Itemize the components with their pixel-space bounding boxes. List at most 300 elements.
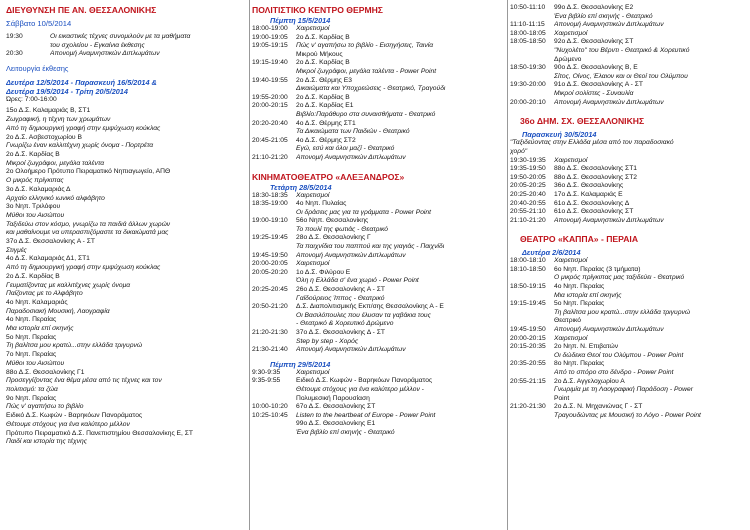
section-title-36th-school: 36ο ΔΗΜ. ΣΧ. ΘΕΣΣΑΛΟΝΙΚΗΣ — [520, 116, 645, 127]
schedule-text: 2ο Δ.Σ. Αγγελοχωρίου Α — [554, 377, 625, 385]
schedule-time — [252, 386, 296, 395]
schedule-text: Χαιρετισμοί — [554, 156, 588, 164]
schedule-text: 5ο Νηπ. Περαίας — [554, 300, 605, 308]
schedule-time: 20:00-20:10 — [510, 98, 546, 106]
schedule-text: 99ο Δ.Σ. Θεσσαλονίκης Ε2 — [554, 4, 634, 11]
schedule-row — [510, 208, 748, 217]
schedule-row — [510, 73, 748, 82]
schedule-row — [510, 81, 748, 90]
schedule-row — [252, 329, 504, 338]
schedule-row — [510, 56, 748, 65]
schedule-text: Μικροί ζωγράφοι, μεγάλα ταλέντα - Power Point — [296, 67, 437, 75]
schedule-text: Πώς ν' αγαπήσω το βιβλίο - Εισηγήσεις, Ταινία — [296, 42, 434, 50]
school-name: 9ο Νηπ. Περαίας — [6, 394, 57, 402]
subtitle-36th-school-2: χορό" — [510, 147, 528, 155]
schedule-time: 20:30 — [6, 50, 23, 58]
schedule-time: 9:30-9:35 — [252, 368, 281, 376]
schedule-row — [510, 257, 748, 266]
schedule-row — [510, 217, 748, 226]
section-title-alexandros: ΚΙΝΗΜΑΤΟΘΕΑΤΡΟ «ΑΛΕΞΑΝΔΡΟΣ» — [252, 171, 405, 182]
schedule-text: 88ο Δ.Σ. Θεσσαλονίκης ΣΤ2 — [554, 173, 637, 181]
schedule-time — [252, 128, 296, 137]
schedule-row — [6, 42, 246, 51]
schedule-text: Χαιρετισμοί — [554, 257, 588, 265]
schedule-text: Μικροί σολίστες - Συναυλία — [554, 89, 634, 97]
schedule-row — [252, 209, 504, 218]
schedule-text: 37ο Δ.Σ. Θεσσαλονίκης Δ - ΣΤ — [296, 329, 385, 336]
project-title: Γνωρίζω έναν καλλιτέχνη χωρίς όνομα - Πορτρέτα — [6, 142, 154, 150]
schedule-row — [6, 50, 246, 59]
schedule-text: 90ο Δ.Σ. Θεσσαλονίκης Β, Ε — [554, 64, 638, 72]
schedule-time — [252, 226, 296, 235]
schedule-text: Απονομή Αναμνηστικών Διπλωμάτων — [554, 21, 664, 29]
schedule-row — [510, 386, 748, 395]
schedule-text: Οι δράσεις μας για τα γράμματα - Power Point — [296, 208, 431, 216]
schedule-row — [510, 64, 748, 73]
project-title: Ο μικρός πρίγκιπας — [6, 177, 64, 185]
project-title: Παιδί και ιστορία της τέχνης — [6, 438, 87, 446]
exhibition-hours: Ώρες: 7:00-16:00 — [6, 95, 57, 103]
subtitle-36th-school-1: "Ταξιδεύοντας στην Ελλάδα μέσα από τον παραδοσιακό — [510, 139, 674, 147]
schedule-text: Γαϊδούρειος Ίππος - Θεατρικό — [296, 294, 385, 302]
schedule-time — [252, 295, 296, 304]
schedule-time — [510, 395, 554, 404]
schedule-row — [510, 21, 748, 30]
schedule-row — [252, 395, 504, 404]
schedule-time: 18:50-19:15 — [510, 283, 546, 291]
schedule-row — [510, 90, 748, 99]
schedule-row — [510, 4, 748, 13]
kappa-theatre-events — [510, 257, 748, 420]
schedule-row — [252, 68, 504, 77]
schedule-time — [510, 412, 554, 421]
column-left — [6, 0, 246, 530]
schedule-row — [510, 200, 748, 209]
section-title-kappa-theatre: ΘΕΑΤΡΟ «ΚΑΠΠΑ» - ΠΕΡΑΙΑ — [520, 234, 639, 245]
schedule-time: 20:55-21:10 — [510, 208, 546, 216]
schedule-row — [252, 234, 504, 243]
schedule-text: Τραγουδώντας με Μουσική το Λόγο - Power Point — [554, 411, 701, 419]
school-name: 2ο Δ.Σ. Καρδίας Β — [6, 272, 60, 280]
schedule-text: Τα παιχνίδια του παππού και της γιαγιάς - Παιχνίδι — [296, 243, 445, 251]
schedule-row — [252, 377, 504, 386]
thermi-events — [252, 25, 504, 163]
schedule-time: 19:50-20:05 — [510, 173, 546, 181]
exhibition-dates-1: Δευτέρα 12/5/2014 - Παρασκευή 16/5/2014 & — [6, 77, 157, 87]
school-name: 2ο Δ.Σ. Ασβεστοχωρίου Β — [6, 133, 82, 141]
schedule-time: 18:00-19:00 — [252, 25, 288, 32]
project-title: Πώς ν' αγαπήσω το βιβλίο — [6, 403, 84, 411]
project-title: Μύθοι του Αισώπου — [6, 211, 65, 219]
schedule-row — [510, 360, 748, 369]
project-title: Παίζοντας με το Αλφάβητο — [6, 290, 83, 298]
schedule-time: 18:10-18:50 — [510, 265, 546, 273]
schedule-time: 19:15-19:40 — [252, 59, 288, 67]
project-title: Από τη δημιουργική γραφή στην εμψύχωση κούκλας — [6, 124, 161, 132]
schedule-text: 2ο Δ.Σ. Θέρμης Ε3 — [296, 76, 352, 84]
schedule-time: 20:35-20:55 — [510, 360, 546, 368]
schedule-row — [252, 120, 504, 129]
schedule-time: 18:35-19:00 — [252, 200, 288, 208]
schedule-text: Ο μικρός πρίγκιπας μας ταξιδεύει - Θεατρικό — [554, 274, 685, 282]
schedule-text: Απονομή Αναμνηστικών Διπλωμάτων — [296, 251, 406, 259]
alexandros-events-1 — [252, 192, 504, 355]
schedule-time — [510, 73, 554, 82]
project-title: Θέτουμε στόχους για ένα καλύτερο μέλλον — [6, 420, 130, 428]
schedule-text: - Θεατρικό & Χορευτικό Δρώμενο — [296, 320, 394, 328]
schedule-time: 20:25-20:45 — [252, 286, 288, 294]
schedule-time — [510, 13, 554, 22]
schedule-row — [510, 369, 748, 378]
schedule-row — [252, 34, 504, 43]
school-name: Πρότυπο Πειραματικό Δ.Σ. Πανεπιστημίου Θεσσαλονίκης Ε, ΣΤ — [6, 429, 193, 437]
schedule-text: 4ο Νηπ. Πυλαίας — [296, 200, 347, 208]
schedule-row — [252, 386, 504, 395]
exhibition-title: Λειτουργία έκθεσης — [6, 63, 69, 73]
schedule-time — [252, 243, 296, 252]
exhibition-list — [6, 107, 246, 446]
date-36th-school: Παρασκευή 30/5/2014 — [522, 130, 597, 140]
schedule-text: Απονομή Αναμνηστικών Διπλωμάτων — [296, 346, 406, 354]
schedule-text: 61ο Δ.Σ. Θεσσαλονίκης Δ — [554, 199, 630, 207]
schedule-time: 19:55-20:00 — [252, 93, 288, 101]
schedule-text: Point — [554, 394, 570, 402]
schedule-row — [252, 295, 504, 304]
exhibition-dates-2: Δευτέρα 19/5/2014 - Τρίτη 20/5/2014 — [6, 86, 128, 96]
schedule-time — [510, 292, 554, 301]
project-title: πολιτισμό: τα ζώα — [6, 385, 58, 393]
schedule-text: Χαιρετισμοί — [296, 25, 330, 32]
schedule-time: 19:30 — [6, 33, 23, 40]
schedule-time — [252, 429, 296, 438]
project-title: Στιγμές — [6, 246, 27, 254]
schedule-text: Οι δώδεκα Θεοί του Ολύμπου - Power Point — [554, 351, 684, 359]
schedule-time: 19:15-19:45 — [510, 300, 546, 308]
project-title: Ταξιδεύω στον κόσμο, γνωρίζω τα παιδιά άλλων χωρών — [6, 220, 171, 228]
schedule-row — [510, 335, 748, 344]
schedule-row — [510, 412, 748, 421]
schedule-text: 26ο Δ.Σ. Θεσσαλονίκης Α - ΣΤ — [296, 286, 385, 294]
school-name: 5ο Νηπ. Περαίας — [6, 333, 57, 341]
school-name: 3ο Δ.Σ. Καλαμαριάς Δ — [6, 185, 71, 193]
school-name: 88ο Δ.Σ. Θεσσαλονίκης Γ1 — [6, 368, 85, 376]
schedule-text: 17ο Δ.Σ. Καλαμαριάς Ε — [554, 190, 623, 198]
schedule-text: Όλη η Ελλάδα σ' ένα χωριό - Power Point — [296, 277, 419, 285]
schedule-time: 19:40-19:55 — [252, 76, 288, 84]
schedule-text: Μια ιστορία επί σκηνής — [554, 291, 622, 299]
schedule-row — [252, 59, 504, 68]
schedule-time: 19:35-19:50 — [510, 165, 546, 173]
schedule-time — [510, 56, 554, 65]
schedule-text: Χαιρετισμοί — [554, 334, 588, 342]
schedule-time: 10:25-10:45 — [252, 411, 288, 419]
schedule-text: Ένα βιβλίο επί σκηνής - Θεατρικό — [554, 12, 653, 20]
schedule-row — [252, 369, 504, 378]
schedule-time: 20:00-20:05 — [252, 260, 288, 268]
schedule-time — [252, 51, 296, 60]
schedule-row — [252, 145, 504, 154]
school-name: 2ο Δ.Σ. Καρδίας Β — [6, 151, 60, 158]
schedule-time — [510, 369, 554, 378]
schedule-time: 18:05-18:50 — [510, 38, 546, 46]
schedule-row — [252, 312, 504, 321]
schedule-time — [252, 111, 296, 120]
schedule-time: 19:45-19:50 — [510, 326, 546, 334]
schedule-time: 18:00-18:05 — [510, 29, 546, 37]
schedule-text: 4ο Δ.Σ. Θέρμης ΣΤ2 — [296, 136, 356, 144]
schedule-row — [252, 128, 504, 137]
schedule-time: 9:35-9:55 — [252, 377, 281, 385]
schedule-time: 19:45-19:50 — [252, 251, 288, 259]
school-name: 4ο Νηπ. Καλαμαριάς — [6, 298, 68, 306]
schedule-row — [252, 412, 504, 421]
project-title: Ζωγραφική, η τέχνη των χρωμάτων — [6, 116, 111, 124]
schedule-text: 6ο Νηπ. Περαίας (3 τμήματα) — [554, 265, 641, 273]
schedule-time — [252, 312, 296, 321]
schedule-text: Χαιρετισμοί — [554, 29, 588, 37]
schedule-text: 56ο Νηπ. Θεσσαλονίκης — [296, 217, 369, 225]
schedule-time: 20:05-20:25 — [510, 182, 546, 190]
project-title: Γευματίζοντας με καλλιτέχνες χωρίς όνομα — [6, 281, 131, 289]
schedule-row — [510, 395, 748, 404]
schedule-row — [252, 420, 504, 429]
schedule-time: 20:55-21:15 — [510, 377, 546, 385]
schedule-row — [252, 269, 504, 278]
schedule-time — [252, 209, 296, 218]
schedule-text: Απονομή Αναμνηστικών Διπλωμάτων — [554, 98, 664, 106]
project-title: Αρχαίο ελληνικό ιωνικό αλφάβητο — [6, 194, 105, 202]
column-right — [510, 0, 748, 530]
schedule-time — [510, 317, 554, 326]
schedule-time — [252, 68, 296, 77]
schedule-text: Από το σπόρο στο δένδρο - Power Point — [554, 369, 674, 376]
schedule-text: 67ο Δ.Σ. Θεσσαλονίκης ΣΤ — [296, 403, 376, 411]
schedule-text: 2ο Νηπ. Ν. Επιβατών — [554, 343, 619, 351]
schedule-row — [510, 309, 748, 318]
schedule-time: 20:40-20:55 — [510, 199, 546, 207]
column-divider — [507, 0, 508, 530]
project-title: Από τη δημιουργική γραφή στην εμψύχωση κούκλας — [6, 264, 161, 272]
schedule-time — [252, 145, 296, 154]
schedule-row — [252, 200, 504, 209]
schedule-text: 28ο Δ.Σ. Θεσσαλονίκης Γ — [296, 234, 371, 242]
schedule-text: Απονομή Αναμνηστικών Διπλωμάτων — [50, 50, 160, 58]
date-opening: Σάββατο 10/5/2014 — [6, 19, 72, 28]
schedule-time: 20:05-20:20 — [252, 268, 288, 276]
schedule-row — [252, 260, 504, 269]
schedule-text: 2ο Δ.Σ. Καρδίας Β — [296, 93, 350, 101]
schedule-row — [252, 429, 504, 438]
date-kappa-theatre: Δευτέρα 2/6/2014 — [522, 248, 581, 258]
schedule-time: 19:05-19:15 — [252, 42, 288, 50]
schedule-row — [510, 378, 748, 387]
36th-school-events — [510, 157, 748, 226]
schedule-row — [510, 300, 748, 309]
schedule-time — [6, 42, 50, 51]
schedule-text: 1ο Δ.Σ. Φιλύρου Ε — [296, 268, 351, 276]
schedule-row — [252, 217, 504, 226]
schedule-time: 20:20-20:40 — [252, 119, 288, 127]
schedule-row — [252, 346, 504, 355]
schedule-row — [510, 292, 748, 301]
schedule-text: Τα Δικαιώματα των Παιδιών - Θεατρικό — [296, 128, 410, 136]
column-divider — [249, 0, 250, 530]
schedule-text: 36ο Δ.Σ. Θεσσαλονίκης — [554, 182, 624, 190]
schedule-row — [510, 274, 748, 283]
project-title: Προσεγγίζοντας ένα θέμα μέσα από τις τέχνες και τον — [6, 377, 162, 385]
schedule-row — [252, 25, 504, 34]
schedule-time — [252, 320, 296, 329]
schedule-time — [510, 47, 554, 56]
schedule-time: 20:25-20:40 — [510, 190, 546, 198]
schedule-text: Οι εικαστικές τέχνες συνομιλούν με τα μαθήματα — [50, 33, 191, 40]
schedule-text: Τη βαλίτσα μου κρατώ...στην ελλάδα τριγυρνώ — [554, 308, 691, 316]
schedule-time: 21:20-21:30 — [252, 329, 288, 336]
schedule-row — [510, 266, 748, 275]
schedule-row — [510, 191, 748, 200]
schedule-row — [252, 403, 504, 412]
schedule-time: 20:45-21:05 — [252, 136, 288, 144]
date-alexandros-1: Τετάρτη 28/5/2014 — [270, 182, 332, 192]
school-name: 37ο Δ.Σ. Θεσσαλονίκης Α - ΣΤ — [6, 238, 95, 246]
schedule-row — [510, 30, 748, 39]
schedule-row — [510, 165, 748, 174]
schedule-time: 20:15-20:35 — [510, 343, 546, 351]
school-name: 7ο Νηπ. Περαίας — [6, 351, 57, 359]
alexandros-events-2 — [252, 369, 504, 438]
schedule-row — [510, 13, 748, 22]
schedule-text: 92ο Δ.Σ. Θεσσαλονίκης ΣΤ — [554, 38, 634, 46]
schedule-text: 4ο Δ.Σ. Θέρμης ΣΤ1 — [296, 119, 356, 127]
schedule-time: 20:00-20:15 — [510, 334, 546, 342]
schedule-time: 20:50-21:20 — [252, 303, 288, 311]
schedule-text: 61ο Δ.Σ. Θεσσαλονίκης ΣΤ — [554, 208, 634, 216]
schedule-time: 20:00-20:15 — [252, 102, 288, 110]
schedule-row — [252, 252, 504, 261]
schedule-row — [252, 277, 504, 286]
schedule-text: Δικαιώματα και Υποχρεώσεις - Θεατρικό, Τραγούδι — [296, 85, 446, 93]
schedule-row — [252, 303, 504, 312]
opening-events — [6, 33, 246, 59]
date-thermi: Πέμπτη 15/5/2014 — [270, 16, 331, 25]
schedule-time: 19:25-19:45 — [252, 234, 288, 242]
schedule-text: Ειδικό Δ.Σ. Κωφών - Βαρηκόων Πανοράματος — [296, 377, 433, 385]
date-alexandros-2: Πέμπτη 29/5/2014 — [270, 359, 331, 369]
schedule-row — [252, 77, 504, 86]
schedule-row — [252, 94, 504, 103]
schedule-time: 10:50-11:10 — [510, 4, 546, 11]
project-title: και μαθαίνουμε να υπερασπιζόμαστε τα δικαιώματά μας — [6, 229, 169, 237]
schedule-text: 91ο Δ.Σ. Θεσσαλονίκης Α - ΣΤ — [554, 81, 643, 89]
schedule-row — [510, 47, 748, 56]
schedule-text: Ένα βιβλίο επί σκηνής - Θεατρικό — [296, 428, 395, 436]
schedule-text: Εγώ, εσύ και όλοι μαζί - Θεατρικό — [296, 145, 395, 153]
project-title: Μύθοι του Αισώπου — [6, 359, 65, 367]
project-title: Μια ιστορία επί σκηνής — [6, 325, 74, 333]
schedule-time: 18:50-19:30 — [510, 64, 546, 72]
schedule-text: Δρώμενο — [554, 55, 582, 63]
schedule-time: 19:00-19:05 — [252, 33, 288, 41]
schedule-text: Οι Βασιλόπουλες που έλυσαν τα γαβάκια τους — [296, 311, 431, 319]
schedule-row — [6, 33, 246, 42]
schedule-time — [510, 274, 554, 283]
schedule-row — [510, 403, 748, 412]
schedule-time — [510, 352, 554, 361]
schedule-time — [252, 420, 296, 429]
schedule-text: Χαιρετισμοί — [296, 191, 330, 199]
schedule-time — [252, 395, 296, 404]
schedule-text: Θέτουμε στόχους για ένα καλύτερο μέλλον - — [296, 385, 424, 393]
schedule-time: 10:00-10:20 — [252, 403, 288, 411]
schedule-text: 2ο Δ.Σ. Καρδίας Β — [296, 33, 350, 41]
schedule-row — [252, 286, 504, 295]
schedule-text: Σίτος, Οίνος, Έλαιον και οι Θεοί του Ολύμπου — [554, 72, 688, 80]
schedule-row — [252, 111, 504, 120]
schedule-row — [252, 320, 504, 329]
schedule-time — [252, 338, 296, 347]
schedule-text: Πολυμεσική Παρουσίαση — [296, 394, 370, 402]
section-title-directorate: ΔΙΕΥΘΥΝΣΗ ΠΕ ΑΝ. ΘΕΣΣΑΛΟΝΙΚΗΣ — [6, 5, 157, 15]
schedule-text: 2ο Δ.Σ. Καρδίας Β — [296, 59, 350, 67]
schedule-row — [510, 317, 748, 326]
schedule-time: 19:00-19:10 — [252, 217, 288, 225]
schedule-time — [510, 309, 554, 318]
schedule-text: Βιβλίο:Παράθυρο στα συναισθήματα - Θεατρικό — [296, 110, 436, 118]
schedule-row — [252, 102, 504, 111]
schedule-row — [510, 99, 748, 108]
schedule-text: Χαιρετισμοί — [296, 368, 330, 376]
schedule-text: 2ο Δ.Σ. Ν. Μηχανιώνας Γ - ΣΤ — [554, 403, 643, 411]
column-middle — [252, 0, 504, 530]
schedule-text: του σχολείου - Εγκαίνια έκθεσης — [50, 41, 145, 49]
schedule-row — [510, 283, 748, 292]
schedule-time: 21:20-21:30 — [510, 403, 546, 411]
schedule-text: Απονομή Αναμνηστικών Διπλωμάτων — [554, 216, 664, 224]
schedule-row — [252, 243, 504, 252]
schedule-text: Μικρού Μήκους — [296, 50, 343, 58]
school-name: 15ο Δ.Σ. Καλαμαριάς Β, ΣΤ1 — [6, 107, 91, 115]
schedule-text: 4ο Νηπ. Περαίας — [554, 283, 605, 291]
schedule-time: 11:10-11:15 — [510, 21, 545, 29]
schedule-text: Γνωριμία με τη Λαογραφική Παράδοση - Power — [554, 386, 693, 394]
school-name: Ειδικό Δ.Σ. Κωφών - Βαρηκόων Πανοράματος — [6, 412, 143, 420]
section-title-thermi: ΠΟΛΙΤΙΣΤΙΚΟ ΚΕΝΤΡΟ ΘΕΡΜΗΣ — [252, 5, 383, 15]
schedule-time: 18:00-18:10 — [510, 257, 546, 265]
schedule-time — [510, 386, 554, 395]
schedule-row — [510, 352, 748, 361]
schedule-row — [252, 42, 504, 51]
schedule-time: 21:10-21:20 — [252, 153, 288, 161]
school-name: 4ο Νηπ. Περαίας — [6, 316, 57, 324]
schedule-text: "Νυχολέτο" του Βέρντι - Θεατρικό & Χορευτικό — [554, 46, 690, 54]
schedule-time — [510, 90, 554, 99]
project-title: Μικροί ζωγράφοι, μεγάλα ταλέντα — [6, 159, 105, 167]
schedule-row — [252, 137, 504, 146]
schedule-text: Δ.Σ. Διαπολιτισμικής Εκπ/σης Θεσσαλονίκης Α - Ε — [296, 303, 444, 311]
schedule-row — [510, 326, 748, 335]
schedule-text: Step by step - Χορός — [296, 337, 359, 345]
schedule-row — [510, 174, 748, 183]
schedule-row — [510, 38, 748, 47]
schedule-time: 21:10-21:20 — [510, 216, 546, 224]
schedule-row — [510, 343, 748, 352]
project-title: Τη βαλίτσα μου κρατώ...στην ελλάδα τριγυρνώ — [6, 342, 143, 350]
school-name: 4ο Δ.Σ. Καλαμαριάς Δ1, ΣΤ1 — [6, 255, 90, 263]
schedule-text: 8ο Νηπ. Περαίας — [554, 360, 605, 368]
schedule-text: 99ο Δ.Σ. Θεσσαλονίκης Ε1 — [296, 420, 376, 428]
schedule-text: 2ο Δ.Σ. Καρδίας Ε1 — [296, 102, 354, 110]
schedule-time: 19:30-19:35 — [510, 156, 546, 164]
